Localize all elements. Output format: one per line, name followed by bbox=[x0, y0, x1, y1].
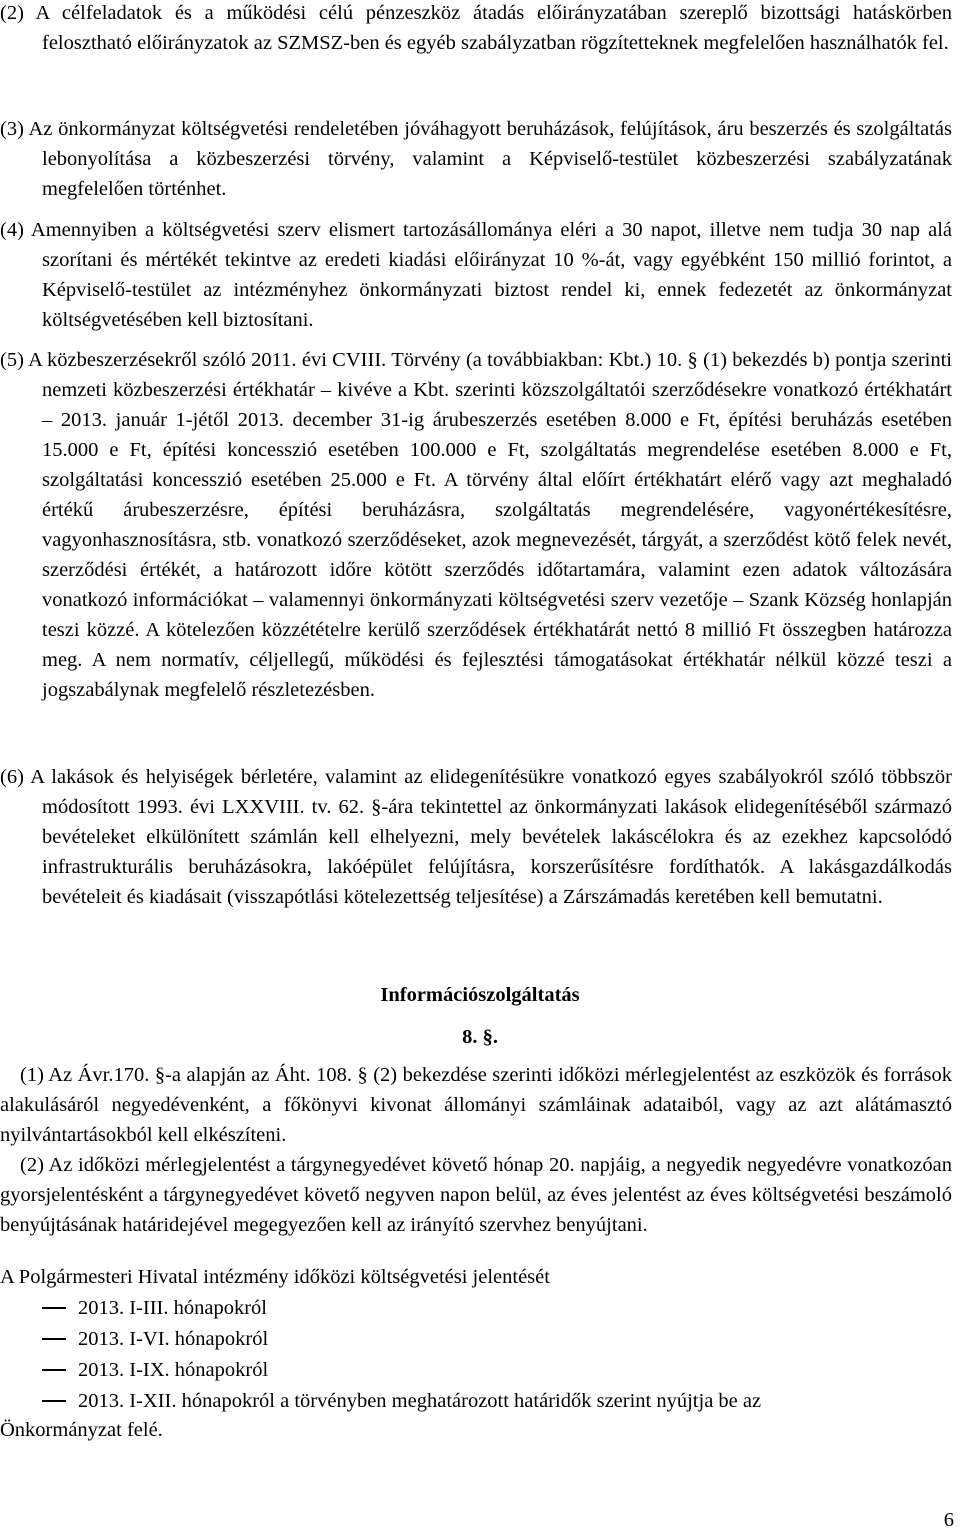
page-number: 6 bbox=[943, 1509, 954, 1531]
paragraph-4: (4) Amennyiben a költségvetési szerv elismert tartozásállománya eléri a 30 napot, illetve nem tudja 30 nap alá szorítani és mértékét tekintve az eredeti kiadási előirányzat 10 %-át, vagy egyébként 150 millió forintot, a Képviselő-testület az intézményhez önkormányzati biztost rendel ki, ennek fedezetét az önkormányzat költségvetésében kell biztosítani. bbox=[0, 219, 952, 331]
list-item: 2013. I-VI. hónapokról bbox=[42, 1324, 952, 1354]
list-item: 2013. I-IX. hónapokról bbox=[42, 1355, 952, 1385]
paragraph-2: (2) A célfeladatok és a működési célú pénzeszköz átadás előirányzatában szereplő bizottsági hatáskörben felosztható előirányzatok az SZMSZ-ben és egyéb szabályzatban rögzítetteknek megfelelően használhatók fel. bbox=[0, 2, 952, 54]
dash-bullet bbox=[42, 1307, 66, 1309]
dash-bullet bbox=[42, 1400, 66, 1402]
paragraph-5: (5) A közbeszerzésekről szóló 2011. évi CVIII. Törvény (a továbbiakban: Kbt.) 10. § (1) bekezdés b) pontja szerinti nemzeti közbeszerzési értékhatár – kivéve a Kbt. szerinti közszolgáltatói szerződésekre vonatkozó értékhatárt – 2013. január 1-jétől 2013. december 31-ig árubeszerzés esetében 8.000 e Ft, építési beruházás esetében 15.000 e Ft, építési koncesszió esetében 100.000 e Ft, szolgáltatás megrendelése esetében 8.000 e Ft, szolgáltatási koncesszió esetében 25.000 e Ft. A törvény által előírt értékhatárt elérő vagy azt meghaladó értékű árubeszerzésre, építési beruházásra, szolgáltatás megrendelésére, vagyonértékesítésre, vagyonhasznosításra, stb. vonatkozó szerződéseket, azok megnevezését, tárgyát, a szerződést kötő felek nevét, szerződési értékét, a határozott időre kötött szerződés időtartamára, valamint ezen adatok változására vonatkozó információkat – valamennyi önkormányzati költségvetési szerv vezetője – Szank Község honlapján teszi közzé. A kötelezően közzétételre kerülő szerződések értékhatárát nettó 8 millió Ft összegben határozza meg. A nem normatív, céljellegű, működési és fejlesztési támogatásokat értékhatár nélkül közzé teszi a jogszabálynak megfelelő részletezésben. bbox=[0, 349, 952, 701]
paragraph-3: (3) Az önkormányzat költségvetési rendeletében jóváhagyott beruházások, felújítások, áru beszerzés és szolgáltatás lebonyolítása a közbeszerzési törvény, valamint a Képviselő-testület közbeszerzési szabályzatának megfelelően történhet. bbox=[0, 118, 952, 200]
section-8-paragraph-2: (2) Az időközi mérlegjelentést a tárgynegyedévet követő hónap 20. napjáig, a negyedik negyedévre vonatkozóan gyorsjelentésként a tárgynegyedévet követő negyven napon belül, az éves jelentést az éves költségvetési beszámoló benyújtásának határidejével megegyezően kell az irányító szervhez benyújtani. bbox=[0, 1154, 952, 1236]
list-item-continuation: Önkormányzat felé. bbox=[0, 1419, 163, 1441]
report-intro: A Polgármesteri Hivatal intézmény időközi költségvetési jelentését bbox=[0, 1266, 550, 1288]
section-number: 8. §. bbox=[462, 1026, 498, 1048]
paragraph-6: (6) A lakások és helyiségek bérletére, valamint az elidegenítésükre vonatkozó egyes szabályokról szóló többször módosított 1993. évi LXXVIII. tv. 62. §-ára tekintettel az önkormányzati lakások elidegenítéséből származó bevételeket elkülönített számlán kell elhelyezni, mely bevételek lakáscélokra és az ezekhez kapcsolódó infrastrukturális beruházásokra, lakóépület felújításra, korszerűsítésre fordíthatók. A lakásgazdálkodás bevételeit és kiadásait (visszapótlási kötelezettség teljesítése) a Zárszámadás keretében kell bemutatni. bbox=[0, 766, 952, 908]
dash-bullet bbox=[42, 1369, 66, 1371]
section-8-paragraph-1: (1) Az Ávr.170. §-a alapján az Áht. 108. § (2) bekezdése szerinti időközi mérlegjelentést az eszközök és források alakulásáról negyedévenként, a főkönyvi kivonat állományi számláinak adataiból, vagy az azt alátámasztó nyilvántartásokból kell elkészíteni. bbox=[0, 1064, 952, 1146]
list-item: 2013. I-III. hónapokról bbox=[42, 1293, 952, 1323]
list-item: 2013. I-XII. hónapokról a törvényben meghatározott határidők szerint nyújtja be az bbox=[42, 1386, 952, 1416]
section-title: Információszolgáltatás bbox=[380, 984, 580, 1006]
dash-bullet bbox=[42, 1338, 66, 1340]
